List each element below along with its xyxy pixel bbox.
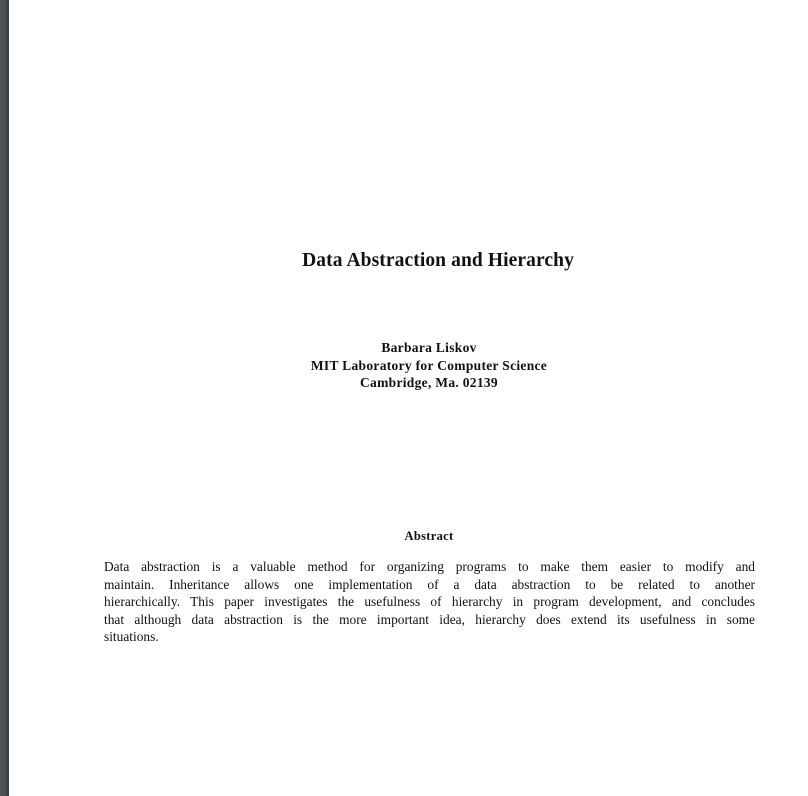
abstract-heading: Abstract	[404, 529, 454, 543]
abstract-line: maintain. Inheritance allows one implementation of a data abstraction to be related to another	[104, 576, 755, 592]
abstract-line: Data abstraction is a valuable method for organizing programs to make them easier to modify and	[104, 559, 755, 574]
paper-title: Data Abstraction and Hierarchy	[302, 250, 574, 271]
author-address: Cambridge, Ma. 02139	[360, 375, 498, 390]
author-block	[9, 339, 808, 392]
abstract-line: situations.	[104, 629, 159, 645]
abstract-line: that although data abstraction is the more important idea, hierarchy does extend its usefulness in some	[104, 611, 755, 627]
viewer-side-strip	[0, 0, 9, 796]
document-page	[9, 0, 808, 796]
abstract-body	[104, 558, 755, 646]
abstract-line: hierarchically. This paper investigates the usefulness of hierarchy in program development, and concludes	[104, 594, 755, 610]
author-affiliation: MIT Laboratory for Computer Science	[310, 357, 548, 373]
author-name: Barbara Liskov	[381, 340, 477, 355]
